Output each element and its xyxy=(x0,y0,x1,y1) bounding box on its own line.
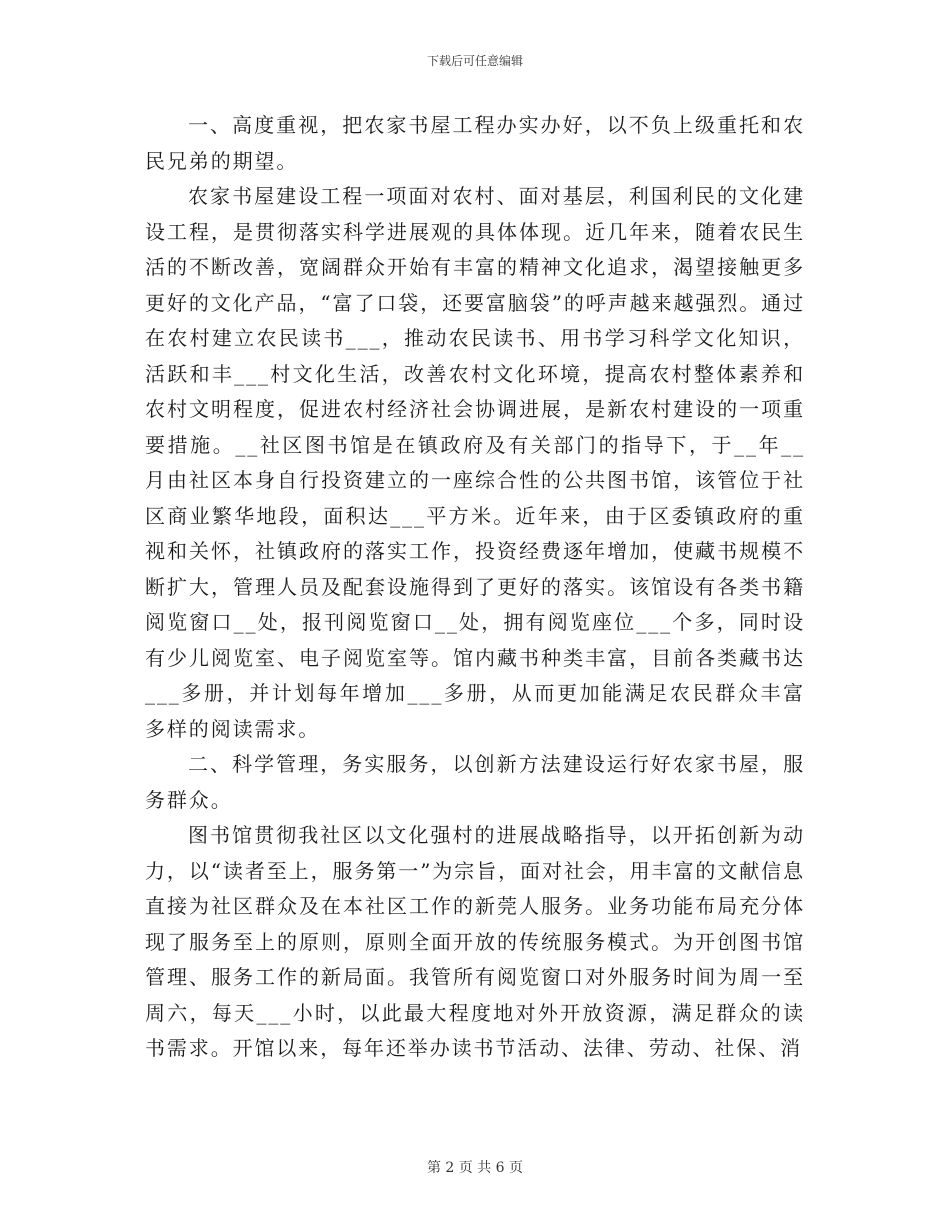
body-paragraph-2: 图书馆贯彻我社区以文化强村的进展战略指导，以开拓创新为动力，以“读者至上，服务第一”为宗旨，面对社会，用丰富的文献信息直接为社区群众及在本社区工作的新莞人服务。业务功能布局充分体现了服务至上的原则，原则全面开放的传统服务模式。为开创图书馆管理、服务工作的新局面。我管所有阅览窗口对外服务时间为周一至周六，每天___小时，以此最大程度地对外开放资源，满足群众的读书需求。开馆以来，每年还举办读书节活动、法律、劳动、社保、消 xyxy=(145,823,805,1060)
body-paragraph-1: 农家书屋建设工程一项面对农村、面对基层，利国利民的文化建设工程，是贯彻落实科学进展观的具体体现。近几年来，随着农民生活的不断改善，宽阔群众开始有丰富的精神文化追求，渴望接触更多更好的文化产品，“富了口袋，还要富脑袋”的呼声越来越强烈。通过在农村建立农民读书___，推动农民读书、用书学习科学文化知识，活跃和丰___村文化生活，改善农村文化环境，提高农村整体素养和农村文明程度，促进农村经济社会协调进展，是新农村建设的一项重要措施。__社区图书馆是在镇政府及有关部门的指导下，于__年__月由社区本身自行投资建立的一座综合性的公共图书馆，该管位于社区商业繁华地段，面积达___平方米。近年来，由于区委镇政府的重视和关怀，社镇政府的落实工作，投资经费逐年增加，使藏书规模不断扩大，管理人员及配套设施得到了更好的落实。该馆设有各类书籍阅览窗口__处，报刊阅览窗口__处，拥有阅览座位___个多，同时设有少儿阅览室、电子阅览室等。馆内藏书种类丰富，目前各类藏书达___多册，并计划每年增加___多册，从而更加能满足农民群众丰富多样的阅读需求。 xyxy=(145,184,805,741)
document-body xyxy=(145,108,805,1067)
page-number: 第 2 页 共 6 页 xyxy=(426,1160,524,1176)
section-heading-2: 二、科学管理，务实服务，以创新方法建设运行好农家书屋，服务群众。 xyxy=(145,752,805,812)
page-header: 下载后可任意编辑 xyxy=(426,54,523,68)
section-heading-1: 一、高度重视，把农家书屋工程办实办好，以不负上级重托和农民兄弟的期望。 xyxy=(145,113,805,173)
